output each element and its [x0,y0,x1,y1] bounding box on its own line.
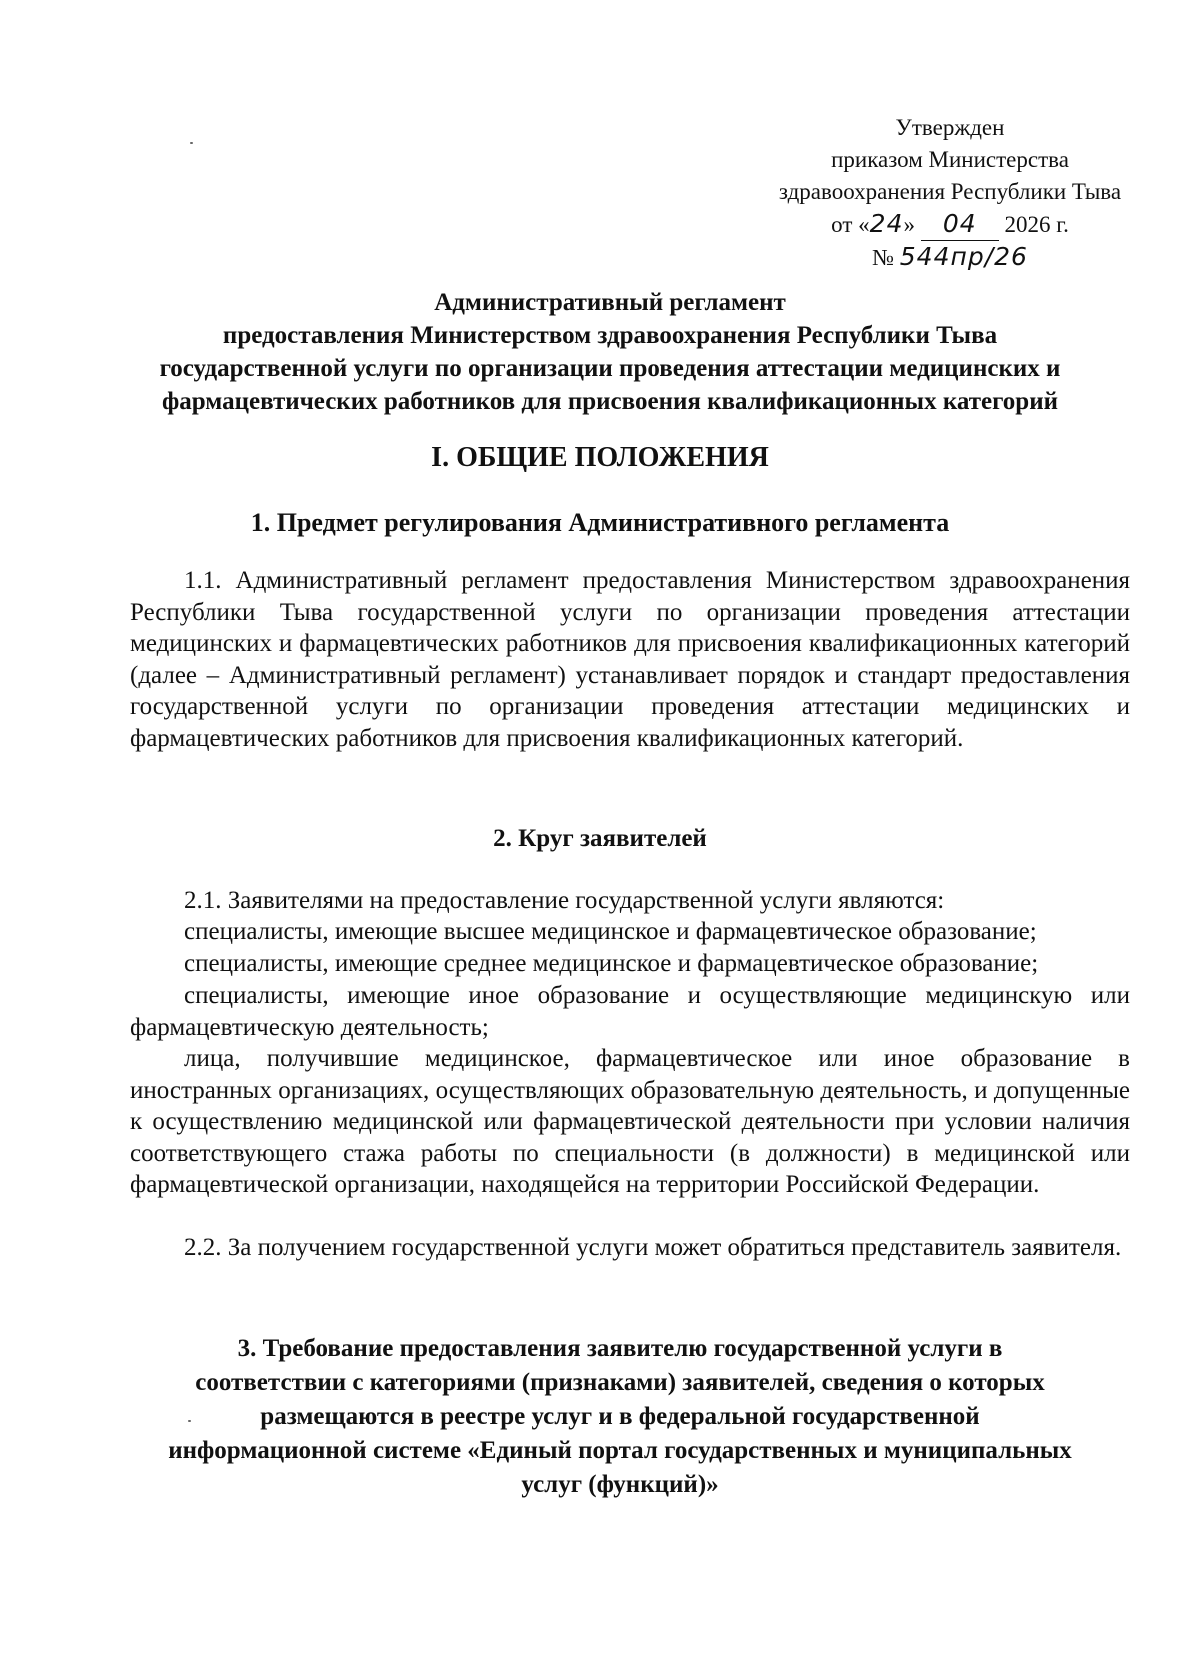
document-title [90,286,1130,418]
applicant-item-3: специалисты, имеющие иное образование и осуществляющие медицинскую или фармацевтическую деятельность; [130,982,1130,1041]
section-3-line-5: услуг (функций)» [521,1471,719,1498]
scan-speck [188,1420,191,1422]
year-number-label: 2026 г. № [872,212,1069,270]
title-line-2: предоставления Министерством здравоохранения Республики Тыва [222,322,998,349]
date-mid: » [903,212,915,237]
applicant-item-4: лица, получившие медицинское, фармацевтическое или иное образование в иностранных организациях, осуществляющих образовательную деятельность, и допущенные к осуществлению медицинской или фармацевтической деятельности при условии наличия соответствующего стажа работы по специальности (в должности) в медицинской или фармацевтической организации, находящейся на территории Российской Федерации. [130,1045,1130,1198]
title-line-3: государственной услуги по организации проведения аттестации медицинских и [159,355,1061,382]
title-line-4: фармацевтических работников для присвоения квалификационных категорий [161,388,1059,415]
section-3-line-4: информационной системе «Единый портал государственных и муниципальных [168,1437,1072,1464]
paragraph-2-1: 2.1. Заявителями на предоставление государственной услуги являются: [184,887,945,914]
approval-line-2: приказом Министерства [831,147,1069,172]
applicant-item-1: специалисты, имеющие высшее медицинское и фармацевтическое образование; [184,918,1037,945]
approval-line-1: Утвержден [895,115,1005,140]
section-1-heading: 1. Предмет регулирования Административного регламента [250,508,950,537]
approval-date-line [760,208,1140,274]
handwritten-order-number: 544пр/26 [899,242,1028,271]
scan-speck [190,142,193,144]
handwritten-month: 04 [921,208,999,241]
paragraph-1-1: 1.1. Административный регламент предоставления Министерством здравоохранения Республики Тыва государственной услуги по организации проведения аттестации медицинских и фармацевтических работников для присвоения квалификационных категорий (далее – Административный регламент) устанавливает порядок и стандарт предоставления государственной услуги по организации проведения аттестации медицинских и фармацевтических работников для присвоения квалификационных категорий. [130,567,1130,752]
approval-stamp [760,112,1140,274]
section-3-heading [100,1332,1140,1502]
applicant-item-2: специалисты, имеющие среднее медицинское и фармацевтическое образование; [184,950,1039,977]
title-line-1: Административный регламент [434,289,786,316]
approval-line-3: здравоохранения Республики Тыва [778,179,1122,204]
date-prefix: от « [831,212,870,237]
chapter-heading: I. ОБЩИЕ ПОЛОЖЕНИЯ [431,442,769,473]
section-3-line-3: размещаются в реестре услуг и в федеральной государственной [260,1403,980,1430]
handwritten-day: 24 [869,209,904,238]
paragraph-2-2: 2.2. За получением государственной услуги может обратиться представитель заявителя. [184,1234,1122,1261]
section-2-heading: 2. Круг заявителей [493,825,707,852]
section-3-line-2: соответствии с категориями (признаками) заявителей, сведения о которых [195,1369,1045,1396]
section-3-line-1: 3. Требование предоставления заявителю государственной услуги в [237,1335,1003,1362]
